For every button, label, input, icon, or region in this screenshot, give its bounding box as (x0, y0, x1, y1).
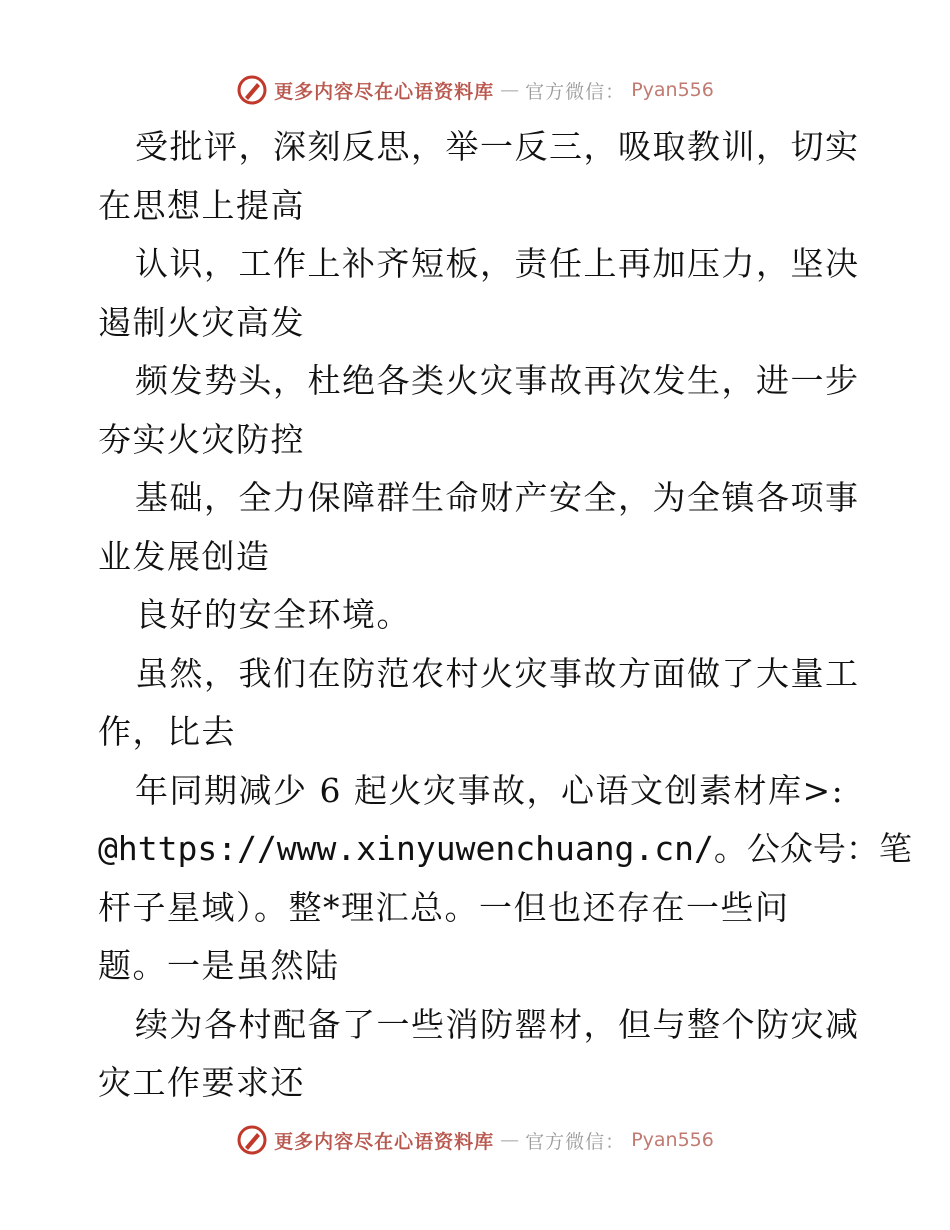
body-line: 题。一是虽然陆 (98, 946, 340, 985)
watermark-brand-text: 更多内容尽在心语资料库 (274, 1130, 495, 1153)
footer-watermark (0, 1120, 950, 1160)
body-line: 频发势头，杜绝各类火灾事故再次发生，进一步 (135, 361, 860, 400)
watermark-wechat-label: 官方微信： (525, 80, 626, 103)
watermark-dash: — (500, 1129, 520, 1151)
body-line: 受批评，深刻反思，举一反三，吸取教训，切实 (135, 127, 860, 166)
body-line: 业发展创造 (98, 536, 271, 576)
body-line: 杆子星域）。整*理汇总。一但也还存在一些问 (98, 887, 790, 927)
watermark-wechat-id: Pyan556 (631, 79, 714, 101)
watermark-wechat-id: Pyan556 (631, 1129, 714, 1151)
header-watermark (0, 70, 950, 110)
body-line: 夯实火灾防控 (98, 419, 305, 459)
body-line: 续为各村配备了一些消防罂材，但与整个防灾减 (135, 1004, 860, 1044)
body-line: 认识，工作上补齐短板，责任上再加压力，坚决 (135, 244, 860, 283)
pen-logo-icon (236, 1124, 268, 1156)
body-line: 虽然，我们在防范农村火灾事故方面做了大量工 (135, 653, 860, 693)
body-line: 基础，全力保障群生命财产安全，为全镇各项事 (135, 478, 860, 517)
body-line: 良好的安全环境。 (135, 595, 411, 634)
body-line-url: @https://www.xinyuwenchuang.cn/。公众号：笔 (98, 829, 912, 868)
body-line: 在思想上提高 (98, 185, 305, 225)
body-line: 年同期减少 6 起火灾事故，心语文创素材库>: (135, 770, 845, 810)
watermark-wechat-label: 官方微信： (525, 1130, 626, 1153)
body-line: 遏制火灾高发 (98, 302, 305, 342)
pen-logo-icon (236, 74, 268, 106)
body-line: 作，比去 (98, 712, 236, 751)
watermark-dash: — (500, 79, 520, 101)
document-body (98, 118, 912, 1113)
body-line: 灾工作要求还 (98, 1063, 305, 1102)
watermark-brand-text: 更多内容尽在心语资料库 (274, 80, 495, 103)
